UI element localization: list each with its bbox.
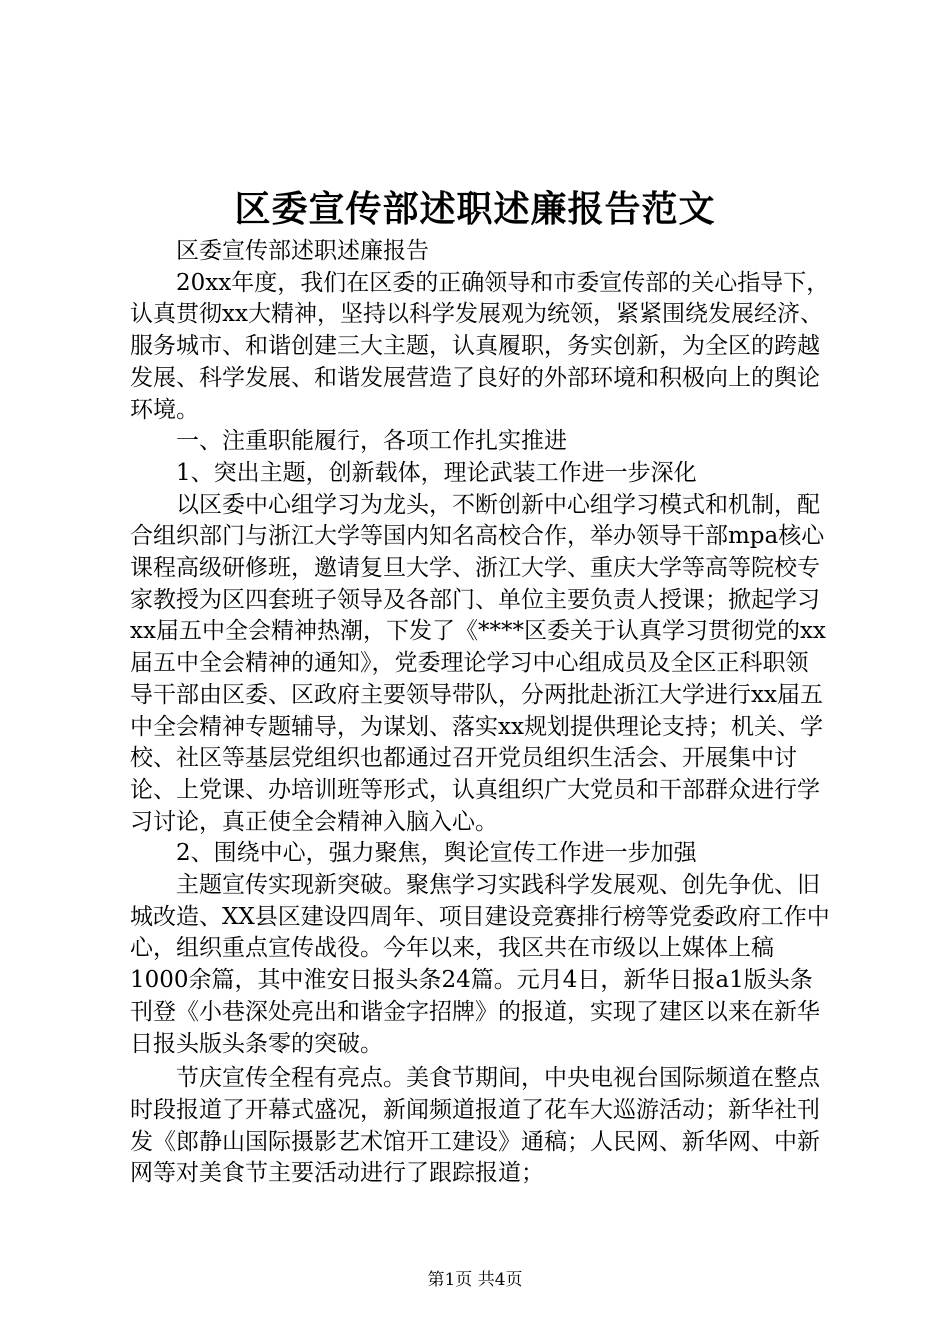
- paragraph: 主题宣传实现新突破。聚焦学习实践科学发展观、创先争优、旧城改造、XX县区建设四周年、项目建设竞赛排行榜等党委政府工作中心，组织重点宣传战役。今年以来，我区共在市级以上媒体上稿1000余篇，其中淮安日报头条24篇。元月4日，新华日报a1版头条刊登《小巷深处亮出和谐金字招牌》的报道，实现了建区以来在新华日报头版头条零的突破。: [130, 872, 830, 1057]
- paragraph: 节庆宣传全程有亮点。美食节期间，中央电视台国际频道在整点时段报道了开幕式盛况，新闻频道报道了花车大巡游活动；新华社刊发《郎静山国际摄影艺术馆开工建设》通稿；人民网、新华网、中新网等对美食节主要活动进行了跟踪报道；: [130, 1065, 820, 1187]
- paragraph: 20xx年度，我们在区委的正确领导和市委宣传部的关心指导下，认真贯彻xx大精神，坚持以科学发展观为统领，紧紧围绕发展经济、服务城市、和谐创建三大主题，认真履职，务实创新，为全区的跨越发展、科学发展、和谐发展营造了良好的外部环境和积极向上的舆论环境。: [130, 269, 830, 423]
- subsection-heading: 2、围绕中心，强力聚焦，舆论宣传工作进一步加强: [176, 840, 697, 867]
- section-heading: 一、注重职能履行，各项工作扎实推进: [176, 428, 567, 455]
- subsection-heading: 1、突出主题，创新载体，理论武装工作进一步深化: [176, 459, 697, 486]
- document-title: 区委宣传部述职述廉报告范文: [234, 188, 716, 230]
- document-body: [130, 236, 830, 1190]
- page-number-footer: 第1页 共4页: [427, 1270, 523, 1290]
- paragraph: 以区委中心组学习为龙头，不断创新中心组学习模式和机制，配合组织部门与浙江大学等国内知名高校合作，举办领导干部mpa核心课程高级研修班，邀请复旦大学、浙江大学、重庆大学等高等院校专家教授为区四套班子领导及各部门、单位主要负责人授课；掀起学习xx届五中全会精神热潮，下发了《****区委关于认真学习贯彻党的xx届五中全会精神的通知》，党委理论学习中心组成员及全区正科职领导干部由区委、区政府主要领导带队，分两批赴浙江大学进行xx届五中全会精神专题辅导，为谋划、落实xx规划提供理论支持；机关、学校、社区等基层党组织也都通过召开党员组织生活会、开展集中讨论、上党课、办培训班等形式，认真组织广大党员和干部群众进行学习讨论，真正使全会精神入脑入心。: [130, 491, 826, 835]
- paragraph: 区委宣传部述职述廉报告: [176, 238, 429, 264]
